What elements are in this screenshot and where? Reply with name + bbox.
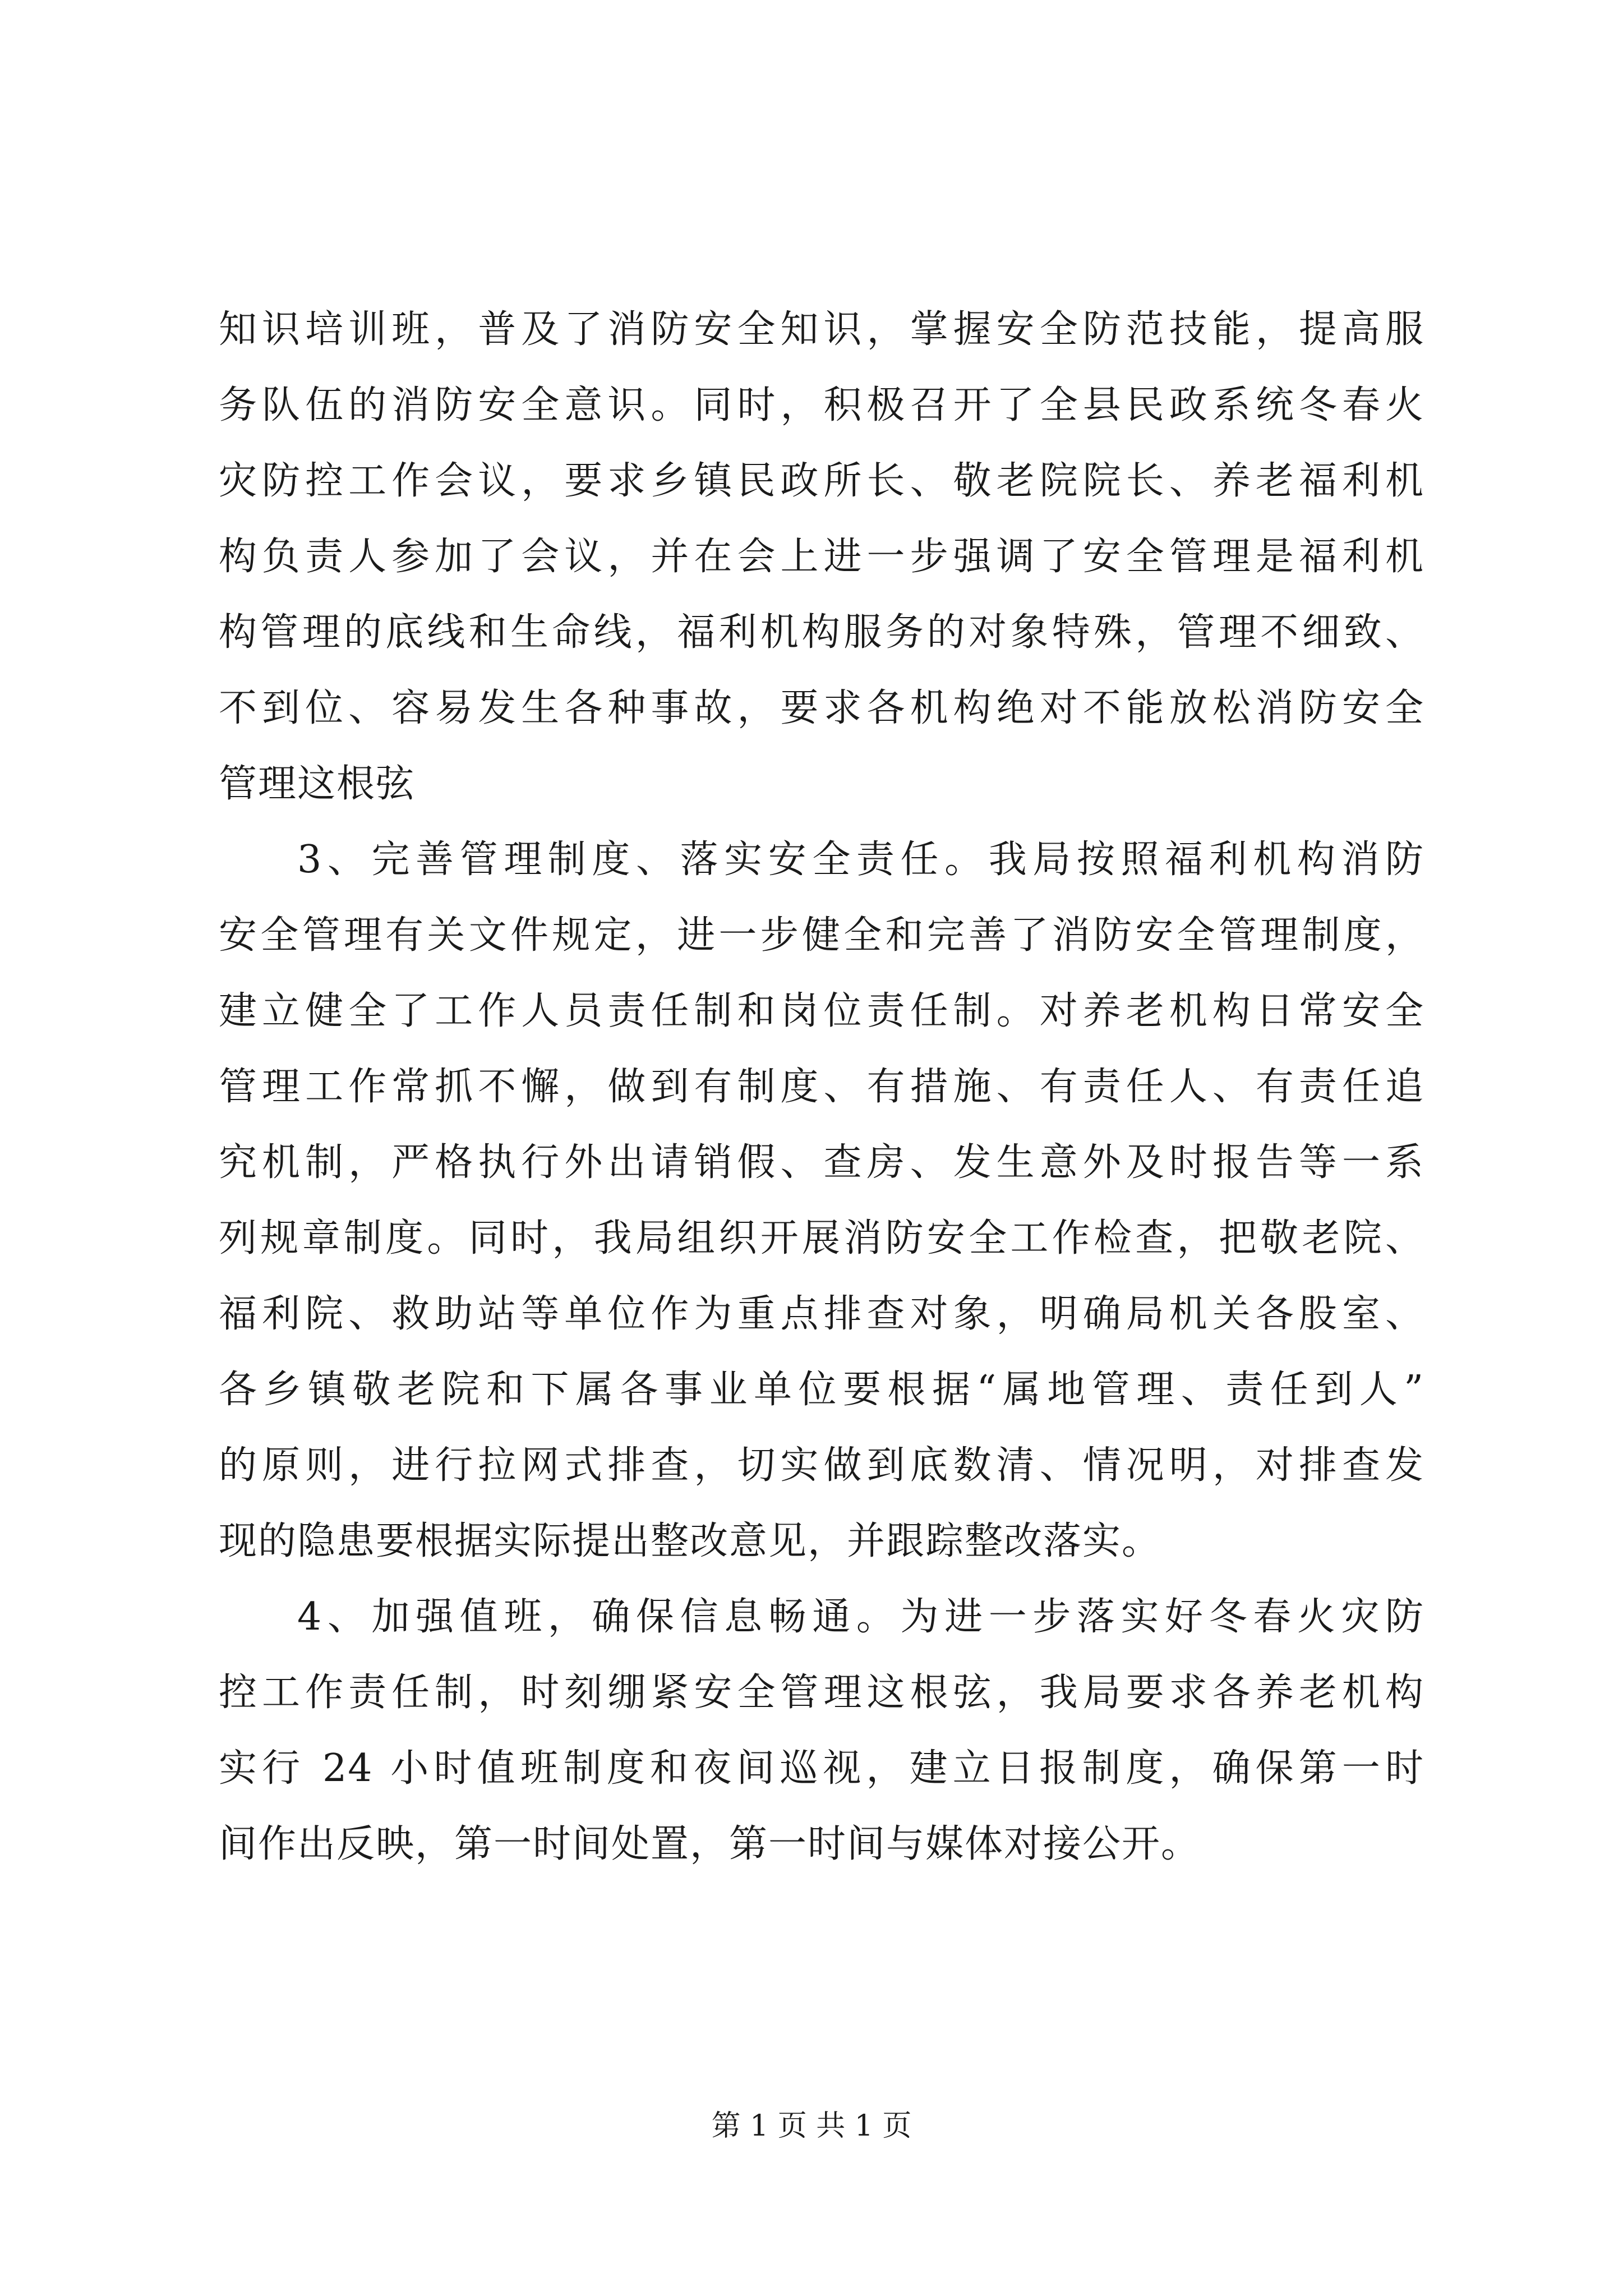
text-line: 务队伍的消防安全意识。同时，积极召开了全县民政系统冬春火 bbox=[219, 383, 1424, 427]
text-line: 实行 24 小时值班制度和夜间巡视，建立日报制度，确保第一时 bbox=[219, 1746, 1424, 1791]
text-line: 控工作责任制，时刻绷紧安全管理这根弦，我局要求各养老机构 bbox=[219, 1671, 1424, 1715]
text-line: 的原则，进行拉网式排查，切实做到底数清、情况明，对排查发 bbox=[219, 1443, 1424, 1488]
text-line: 建立健全了工作人员责任制和岗位责任制。对养老机构日常安全 bbox=[219, 989, 1424, 1033]
text-line: 福利院、救助站等单位作为重点排查对象，明确局机关各股室、 bbox=[219, 1292, 1424, 1336]
paragraph-3-first-line: 3、完善管理制度、落实安全责任。我局按照福利机构消防 bbox=[297, 838, 1424, 882]
text-line: 知识培训班，普及了消防安全知识，掌握安全防范技能，提高服 bbox=[219, 307, 1424, 352]
text-line: 现的隐患要根据实际提出整改意见，并跟踪整改落实。 bbox=[219, 1519, 1161, 1563]
text-line: 灾防控工作会议，要求乡镇民政所长、敬老院院长、养老福利机 bbox=[219, 459, 1424, 503]
text-line: 构负责人参加了会议，并在会上进一步强调了安全管理是福利机 bbox=[219, 535, 1424, 579]
text-line: 间作出反映，第一时间处置，第一时间与媒体对接公开。 bbox=[219, 1822, 1201, 1866]
text-line: 究机制，严格执行外出请销假、查房、发生意外及时报告等一系 bbox=[219, 1140, 1424, 1185]
document-body bbox=[219, 292, 1424, 1882]
text-line: 管理工作常抓不懈，做到有制度、有措施、有责任人、有责任追 bbox=[219, 1065, 1424, 1109]
page-footer bbox=[0, 2109, 1623, 2143]
paragraph-4-first-line: 4、加强值班，确保信息畅通。为进一步落实好冬春火灾防 bbox=[297, 1595, 1424, 1639]
text-line: 安全管理有关文件规定，进一步健全和完善了消防安全管理制度， bbox=[219, 913, 1424, 958]
page-number-label: 第 1 页 共 1 页 bbox=[711, 2109, 912, 2143]
text-line: 列规章制度。同时，我局组织开展消防安全工作检查，把敬老院、 bbox=[219, 1216, 1424, 1260]
text-line: 不到位、容易发生各种事故，要求各机构绝对不能放松消防安全 bbox=[219, 686, 1424, 730]
text-line: 构管理的底线和生命线，福利机构服务的对象特殊，管理不细致、 bbox=[219, 610, 1424, 655]
text-line: 各乡镇敬老院和下属各事业单位要根据“属地管理、责任到人” bbox=[219, 1368, 1424, 1412]
text-line: 管理这根弦 bbox=[219, 762, 416, 806]
